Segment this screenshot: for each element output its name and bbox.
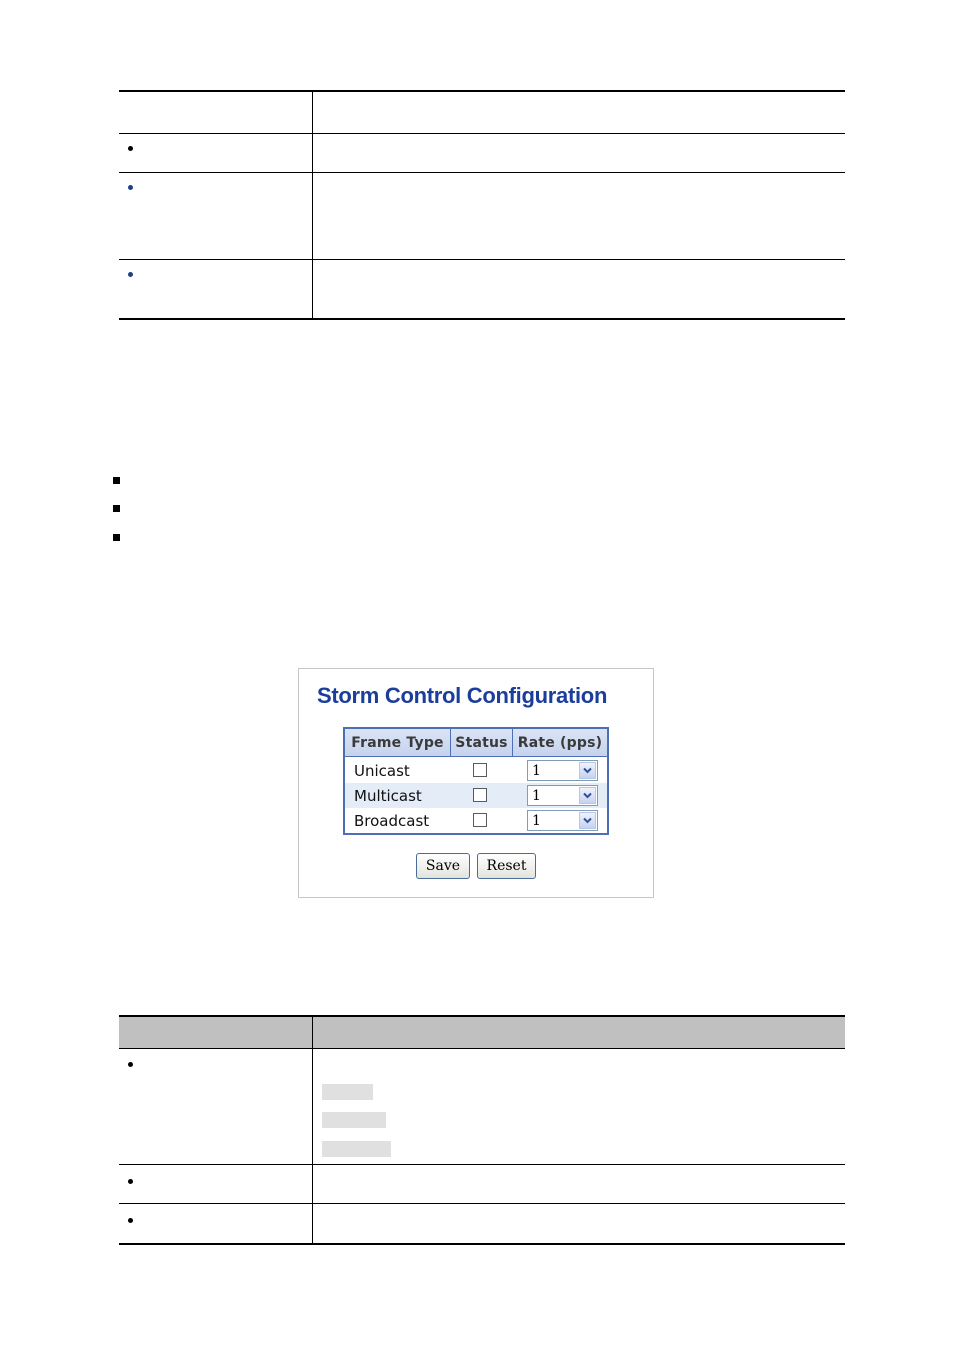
multicast-status-checkbox[interactable] — [473, 788, 487, 802]
row-divider — [119, 259, 845, 260]
reset-button[interactable]: Reset — [477, 853, 536, 879]
row-divider — [119, 1203, 845, 1204]
bullet-icon — [128, 146, 133, 151]
bullet-icon — [128, 185, 133, 190]
value-highlight — [322, 1141, 391, 1157]
column-header-status: Status — [455, 735, 508, 751]
storm-control-panel — [298, 668, 654, 898]
rate-value: 1 — [532, 763, 541, 779]
row-divider — [119, 172, 845, 173]
table-bottom-rule — [119, 1243, 845, 1245]
rate-value: 1 — [532, 813, 541, 829]
table-top-rule — [119, 90, 845, 92]
column-divider — [312, 92, 313, 318]
bottom-parameter-table — [119, 1015, 845, 1247]
bullet-icon — [128, 1179, 133, 1184]
chevron-down-icon[interactable] — [579, 812, 596, 829]
frame-type-label: Multicast — [354, 787, 422, 805]
bullet-icon — [128, 1218, 133, 1223]
page-title: Storm Control Configuration — [317, 683, 608, 708]
square-bullet-icon — [113, 534, 120, 541]
square-bullet-icon — [113, 477, 120, 484]
save-button[interactable]: Save — [416, 853, 470, 879]
table-top-rule — [119, 1015, 845, 1017]
broadcast-status-checkbox[interactable] — [473, 813, 487, 827]
frame-type-label: Unicast — [354, 762, 410, 780]
row-divider — [119, 1048, 845, 1049]
table-row-unicast — [345, 758, 607, 783]
row-divider — [119, 133, 845, 134]
storm-control-table — [343, 727, 609, 835]
broadcast-rate-select[interactable] — [527, 810, 598, 831]
top-parameter-table — [119, 90, 845, 322]
column-header-frame-type: Frame Type — [351, 735, 444, 751]
column-header-rate: Rate (pps) — [517, 735, 603, 751]
table-row-multicast — [345, 783, 607, 808]
table-header — [345, 729, 607, 757]
column-divider — [312, 1017, 313, 1243]
chevron-down-icon[interactable] — [579, 787, 596, 804]
row-divider — [119, 1164, 845, 1165]
value-highlight — [322, 1084, 373, 1100]
frame-type-label: Broadcast — [354, 812, 430, 830]
table-header-band — [119, 1017, 845, 1048]
multicast-rate-select[interactable] — [527, 785, 598, 806]
rate-value: 1 — [532, 788, 541, 804]
bullet-icon — [128, 1062, 133, 1067]
bullet-icon — [128, 272, 133, 277]
square-bullet-icon — [113, 505, 120, 512]
table-bottom-rule — [119, 318, 845, 320]
unicast-status-checkbox[interactable] — [473, 763, 487, 777]
chevron-down-icon[interactable] — [579, 762, 596, 779]
value-highlight — [322, 1112, 386, 1128]
table-row-broadcast — [345, 808, 607, 833]
unicast-rate-select[interactable] — [527, 760, 598, 781]
